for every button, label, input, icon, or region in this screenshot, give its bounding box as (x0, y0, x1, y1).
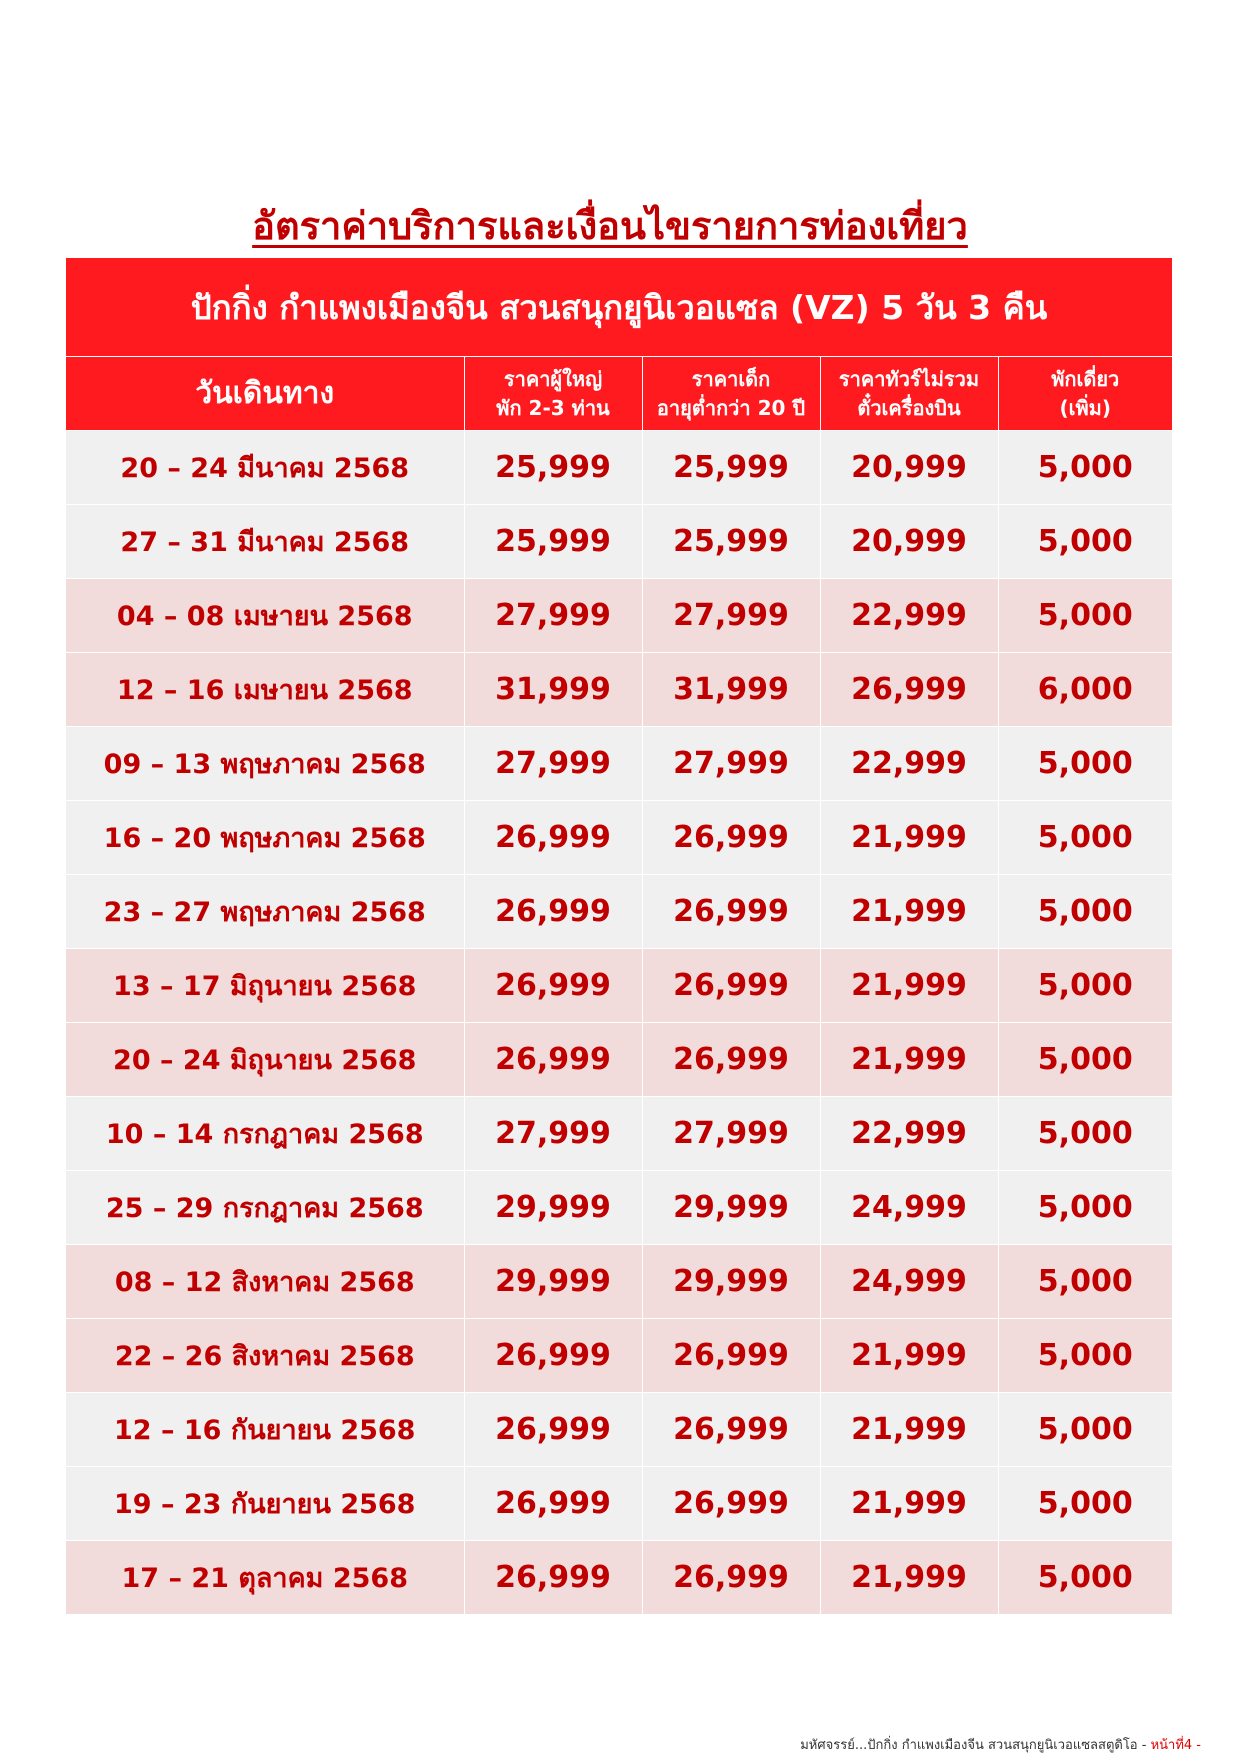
header-single-line1: พักเดี่ยว (1051, 366, 1120, 391)
cell-child-price: 27,999 (642, 579, 820, 653)
cell-date: 20 – 24 มีนาคม 2568 (66, 431, 464, 505)
cell-child-price: 26,999 (642, 1393, 820, 1467)
cell-single-supplement: 5,000 (998, 801, 1172, 875)
table-row (66, 1023, 1172, 1097)
table-row (66, 1245, 1172, 1319)
cell-adult-price: 26,999 (464, 1023, 642, 1097)
table-header-row (66, 357, 1172, 431)
cell-child-price: 26,999 (642, 949, 820, 1023)
table-row (66, 1171, 1172, 1245)
cell-date: 04 – 08 เมษายน 2568 (66, 579, 464, 653)
cell-no-flight-price: 26,999 (820, 653, 998, 727)
header-no-flight-price (820, 357, 998, 431)
cell-child-price: 27,999 (642, 1097, 820, 1171)
cell-child-price: 29,999 (642, 1245, 820, 1319)
cell-adult-price: 26,999 (464, 1467, 642, 1541)
cell-date: 22 – 26 สิงหาคม 2568 (66, 1319, 464, 1393)
cell-no-flight-price: 21,999 (820, 1541, 998, 1615)
cell-child-price: 26,999 (642, 1467, 820, 1541)
cell-date: 20 – 24 มิถุนายน 2568 (66, 1023, 464, 1097)
cell-adult-price: 29,999 (464, 1245, 642, 1319)
cell-single-supplement: 5,000 (998, 949, 1172, 1023)
header-adult-line1: ราคาผู้ใหญ่ (503, 366, 603, 391)
header-child-price (642, 357, 820, 431)
tour-name-banner: ปักกิ่ง กำแพงเมืองจีน สวนสนุกยูนิเวอแซล (VZ) 5 วัน 3 คืน (66, 258, 1172, 356)
cell-adult-price: 26,999 (464, 875, 642, 949)
cell-child-price: 26,999 (642, 1319, 820, 1393)
footer-note (800, 1734, 1201, 1755)
header-date: วันเดินทาง (66, 357, 464, 431)
cell-adult-price: 29,999 (464, 1171, 642, 1245)
cell-no-flight-price: 21,999 (820, 1319, 998, 1393)
cell-date: 10 – 14 กรกฎาคม 2568 (66, 1097, 464, 1171)
header-adult-price (464, 357, 642, 431)
cell-no-flight-price: 21,999 (820, 875, 998, 949)
footer-page-number: หน้าที่4 - (1150, 1738, 1201, 1753)
table-row (66, 579, 1172, 653)
cell-date: 27 – 31 มีนาคม 2568 (66, 505, 464, 579)
header-child-line1: ราคาเด็ก (691, 366, 771, 391)
cell-adult-price: 26,999 (464, 1541, 642, 1615)
cell-single-supplement: 5,000 (998, 1541, 1172, 1615)
table-row (66, 949, 1172, 1023)
cell-adult-price: 25,999 (464, 505, 642, 579)
cell-adult-price: 27,999 (464, 579, 642, 653)
cell-single-supplement: 5,000 (998, 1393, 1172, 1467)
table-row (66, 1541, 1172, 1615)
cell-adult-price: 26,999 (464, 1393, 642, 1467)
cell-single-supplement: 5,000 (998, 1319, 1172, 1393)
cell-adult-price: 31,999 (464, 653, 642, 727)
cell-no-flight-price: 22,999 (820, 579, 998, 653)
table-row (66, 1467, 1172, 1541)
cell-child-price: 26,999 (642, 801, 820, 875)
cell-single-supplement: 5,000 (998, 431, 1172, 505)
cell-date: 12 – 16 เมษายน 2568 (66, 653, 464, 727)
table-row (66, 505, 1172, 579)
cell-no-flight-price: 22,999 (820, 1097, 998, 1171)
cell-date: 09 – 13 พฤษภาคม 2568 (66, 727, 464, 801)
cell-single-supplement: 5,000 (998, 579, 1172, 653)
header-single-supplement (998, 357, 1172, 431)
cell-no-flight-price: 22,999 (820, 727, 998, 801)
cell-adult-price: 27,999 (464, 727, 642, 801)
cell-no-flight-price: 21,999 (820, 1393, 998, 1467)
cell-date: 16 – 20 พฤษภาคม 2568 (66, 801, 464, 875)
cell-single-supplement: 5,000 (998, 505, 1172, 579)
table-row (66, 1393, 1172, 1467)
cell-child-price: 26,999 (642, 1023, 820, 1097)
price-rows (66, 431, 1172, 1615)
header-adult-line2: พัก 2-3 ท่าน (496, 395, 610, 420)
cell-adult-price: 25,999 (464, 431, 642, 505)
cell-no-flight-price: 24,999 (820, 1245, 998, 1319)
cell-single-supplement: 5,000 (998, 875, 1172, 949)
cell-date: 25 – 29 กรกฎาคม 2568 (66, 1171, 464, 1245)
cell-date: 08 – 12 สิงหาคม 2568 (66, 1245, 464, 1319)
footer-text: มหัศจรรย์...ปักกิ่ง กำแพงเมืองจีน สวนสนุกยูนิเวอแซลสตูดิโอ - (800, 1738, 1151, 1753)
cell-child-price: 25,999 (642, 431, 820, 505)
header-no-flight-line2: ตั๋วเครื่องบิน (857, 395, 961, 420)
cell-no-flight-price: 20,999 (820, 505, 998, 579)
cell-single-supplement: 5,000 (998, 1097, 1172, 1171)
cell-no-flight-price: 24,999 (820, 1171, 998, 1245)
cell-child-price: 29,999 (642, 1171, 820, 1245)
cell-no-flight-price: 21,999 (820, 801, 998, 875)
cell-no-flight-price: 21,999 (820, 949, 998, 1023)
table-row (66, 727, 1172, 801)
cell-date: 17 – 21 ตุลาคม 2568 (66, 1541, 464, 1615)
cell-single-supplement: 5,000 (998, 1023, 1172, 1097)
table-row (66, 1097, 1172, 1171)
cell-no-flight-price: 21,999 (820, 1467, 998, 1541)
table-row (66, 431, 1172, 505)
cell-child-price: 31,999 (642, 653, 820, 727)
header-child-line2: อายุต่ำกว่า 20 ปี (656, 395, 806, 420)
cell-child-price: 27,999 (642, 727, 820, 801)
table-row (66, 653, 1172, 727)
price-table (66, 357, 1172, 1614)
cell-single-supplement: 5,000 (998, 1171, 1172, 1245)
cell-date: 12 – 16 กันยายน 2568 (66, 1393, 464, 1467)
header-no-flight-line1: ราคาทัวร์ไม่รวม (838, 366, 980, 391)
cell-child-price: 26,999 (642, 1541, 820, 1615)
table-row (66, 1319, 1172, 1393)
cell-single-supplement: 6,000 (998, 653, 1172, 727)
table-row (66, 801, 1172, 875)
cell-adult-price: 27,999 (464, 1097, 642, 1171)
cell-child-price: 25,999 (642, 505, 820, 579)
cell-no-flight-price: 20,999 (820, 431, 998, 505)
cell-single-supplement: 5,000 (998, 1467, 1172, 1541)
cell-date: 13 – 17 มิถุนายน 2568 (66, 949, 464, 1023)
cell-single-supplement: 5,000 (998, 1245, 1172, 1319)
table-row (66, 875, 1172, 949)
cell-date: 23 – 27 พฤษภาคม 2568 (66, 875, 464, 949)
page-title: อัตราค่าบริการและเงื่อนไขรายการท่องเที่ยว (252, 204, 968, 248)
cell-single-supplement: 5,000 (998, 727, 1172, 801)
header-single-line2: (เพิ่ม) (1059, 395, 1111, 420)
cell-adult-price: 26,999 (464, 1319, 642, 1393)
cell-adult-price: 26,999 (464, 801, 642, 875)
cell-no-flight-price: 21,999 (820, 1023, 998, 1097)
cell-child-price: 26,999 (642, 875, 820, 949)
cell-date: 19 – 23 กันยายน 2568 (66, 1467, 464, 1541)
cell-adult-price: 26,999 (464, 949, 642, 1023)
